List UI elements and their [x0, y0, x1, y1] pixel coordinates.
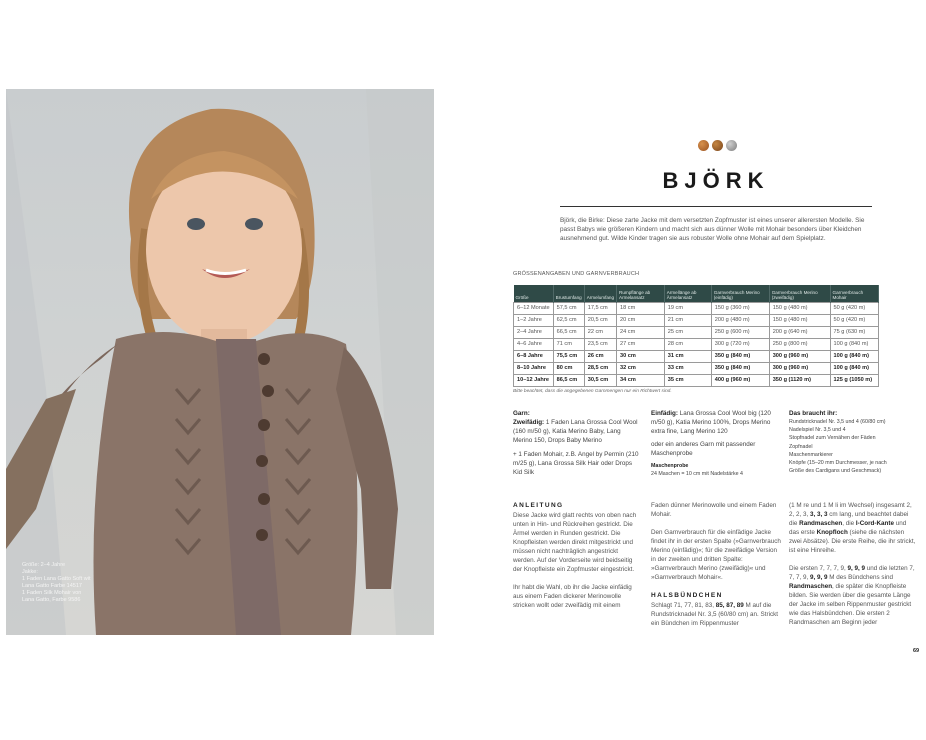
pattern-title: BJÖRK	[662, 168, 770, 193]
tool-item: Größe des Cardigans und Geschmack)	[789, 468, 882, 475]
table-cell: 33 cm	[664, 362, 711, 374]
halsbuendchen-heading: HALSBÜNDCHEN	[651, 592, 723, 599]
table-cell: 30,5 cm	[584, 374, 616, 386]
table-cell: 28,5 cm	[584, 362, 616, 374]
instructions-col-1	[513, 501, 641, 619]
table-title: GRÖSSENANGABEN UND GARNVERBRAUCH	[513, 271, 640, 277]
table-cell: 100 g (840 m)	[830, 338, 878, 350]
table-cell: 250 g (600 m)	[711, 326, 769, 338]
text-run-bold: 3, 3, 3	[810, 511, 828, 518]
text-run-bold: 85, 87, 89	[715, 602, 744, 609]
table-cell: 62,5 cm	[553, 314, 584, 326]
table-header-cell: Garnverbrauch Mohair	[830, 285, 878, 302]
size-table	[513, 285, 879, 387]
tool-item: Nadelspiel Nr. 3,5 und 4	[789, 427, 846, 434]
table-cell: 20 cm	[617, 314, 665, 326]
table-cell: 150 g (360 m)	[711, 302, 769, 314]
table-cell: 75,5 cm	[553, 350, 584, 362]
tool-item: Zopfnadel	[789, 443, 813, 450]
table-cell: 10–12 Jahre	[514, 374, 554, 386]
caption-line: Größe: 2–4 Jahre	[22, 562, 66, 568]
text-run: M des Bündchens sind	[827, 574, 893, 581]
table-cell: 8–10 Jahre	[514, 362, 554, 374]
table-cell: 100 g (840 m)	[830, 362, 878, 374]
table-header-cell: Brustumfang	[553, 285, 584, 302]
table-cell: 19 cm	[664, 302, 711, 314]
table-cell: 28 cm	[664, 338, 711, 350]
instructions-paragraph	[789, 501, 917, 555]
text-run-bold: I-Cord-Kante	[855, 520, 894, 527]
text-run: , die später die Knopfleiste bilden. Sie werden über die gesamte Länge der Jacke im selben Rippenmuster gestrickt wie das Halsbündchen. Die ersten 2 Randmaschen am Beginn jeder	[789, 583, 912, 626]
table-cell: 25 cm	[664, 326, 711, 338]
text-run: Schlagt 71, 77, 81, 83,	[651, 602, 716, 609]
table-cell: 300 g (960 m)	[769, 350, 830, 362]
tool-item: Maschenmarkierer	[789, 451, 833, 458]
table-cell: 66,5 cm	[553, 326, 584, 338]
text-run: M auf die Rundstricknadel Nr. 3,5 (60/80 cm) an. Strickt ein Bündchen im Rippenmuster	[651, 602, 779, 627]
table-cell: 400 g (960 m)	[711, 374, 769, 386]
table-cell: 35 cm	[664, 374, 711, 386]
table-cell: 200 g (640 m)	[769, 326, 830, 338]
table-cell: 24 cm	[617, 326, 665, 338]
yarn-difficulty-icons	[698, 140, 737, 151]
yarn-ball-icon	[698, 140, 709, 151]
table-cell: 22 cm	[584, 326, 616, 338]
table-cell: 80 cm	[553, 362, 584, 374]
table-cell: 150 g (480 m)	[769, 302, 830, 314]
tool-item: Stopfnadel zum Vernähen der Fäden	[789, 435, 876, 442]
text-run: cm lang, und beachtet dabei die	[789, 511, 909, 527]
maschenprobe-label: Maschenprobe	[651, 463, 689, 469]
text-run: und die letzten 7, 7, 7, 9,	[789, 565, 915, 581]
table-cell: 34 cm	[617, 374, 665, 386]
table-cell: 50 g (420 m)	[830, 302, 878, 314]
page-number: 69	[913, 648, 920, 654]
table-cell: 100 g (840 m)	[830, 350, 878, 362]
text-run-bold: 9, 9, 9	[810, 574, 828, 581]
table-cell: 350 g (840 m)	[711, 350, 769, 362]
table-cell: 75 g (630 m)	[830, 326, 878, 338]
instructions-col-3	[789, 501, 917, 636]
table-row	[514, 338, 879, 350]
title-divider	[560, 206, 872, 207]
anleitung-heading: ANLEITUNG	[513, 502, 564, 509]
tool-item: Rundstricknadel Nr. 3,5 und 4 (60/80 cm)	[789, 419, 886, 425]
table-header-cell: Größe	[514, 285, 554, 302]
zweifaedig-text: 1 Faden Lana Grossa Cool Wool (160 m/50 g), Katia Merino Baby, Lang Merino 150, Drops Baby Merino	[513, 419, 638, 444]
table-cell: 6–12 Monate	[514, 302, 554, 314]
tool-item: Knöpfe (15–20 mm Durchmesser, je nach	[789, 460, 887, 467]
table-cell: 6–8 Jahre	[514, 350, 554, 362]
text-run-bold: Randmaschen	[799, 520, 843, 527]
instructions-paragraph	[789, 564, 917, 627]
table-row	[514, 362, 879, 374]
mohair-text: + 1 Faden Mohair, z.B. Angel by Permin (210 m/25 g), Lana Grossa Silk Hair oder Drops Kid Silk	[513, 451, 639, 476]
intro-text: Björk, die Birke: Diese zarte Jacke mit dem versetzten Zopfmuster ist eines unserer allerersten Modelle. Sie passt Babys wie größeren Kindern und macht sich aus dünner Wolle mit Mohair besonders über Kleidchen ausnehmend gut. Wilde Kinder tragen sie aus robuster Wolle ohne Mohair auf dem Spielplatz.	[560, 217, 865, 242]
table-cell: 23,5 cm	[584, 338, 616, 350]
anleitung-paragraph: Diese Jacke wird glatt rechts von oben nach unten in Hin- und Rückreihen gestrickt. Die Ärmel werden in Runden gestrickt. Die Knopfleisten werden direkt mitgestrickt und müssen nicht nachträglich angestrickt werden. Auf der Vorderseite wird beidseitig der Knopfleiste ein Zopfmuster eingestrickt.	[513, 512, 637, 573]
table-cell: 57,5 cm	[553, 302, 584, 314]
text-run: Die ersten 7, 7, 7, 9,	[789, 565, 848, 572]
photo-illustration	[6, 89, 434, 635]
instructions-paragraph: Den Garnverbrauch für die einfädige Jacke findet ihr in der ersten Spalte (»Garnverbrauch Merino (einfädig)«; für die zweifädige Version in der zweiten und dritten Spalte: »Garnverbrauch Merino (zweifädig)« und »Garnverbrauch Mohair«.	[651, 529, 781, 581]
maschenprobe-text: 24 Maschen = 10 cm mit Nadelstärke 4	[651, 471, 744, 478]
text-run: (1 M re und 1 M li im Wechsel) insgesamt 2, 2, 2, 3,	[789, 502, 912, 518]
photo-caption	[22, 562, 112, 604]
table-header-cell: Armellänge ab Ärmelansatz	[664, 285, 711, 302]
table-cell: 32 cm	[617, 362, 665, 374]
table-cell: 1–2 Jahre	[514, 314, 554, 326]
text-run: , die	[842, 520, 856, 527]
zweifaedig-label: Zweifädig:	[513, 419, 545, 426]
table-cell: 300 g (960 m)	[769, 362, 830, 374]
table-header-cell: Garnverbrauch Merino (zweifädig)	[769, 285, 830, 302]
oder-text: oder ein anderes Garn mit passender Maschenprobe	[651, 441, 756, 457]
table-cell: 2–4 Jahre	[514, 326, 554, 338]
table-cell: 31 cm	[664, 350, 711, 362]
table-cell: 30 cm	[617, 350, 665, 362]
table-cell: 86,5 cm	[553, 374, 584, 386]
halsbuendchen-paragraph	[651, 601, 781, 628]
table-cell: 4–6 Jahre	[514, 338, 554, 350]
table-row	[514, 314, 879, 326]
table-note: Bitte beachtet, dass die angegebenen Garnmengen nur ein Richtwert sind.	[513, 389, 672, 394]
table-header-row	[514, 285, 879, 302]
table-cell: 17,5 cm	[584, 302, 616, 314]
table-cell: 200 g (480 m)	[711, 314, 769, 326]
table-cell: 250 g (800 m)	[769, 338, 830, 350]
anleitung-paragraph: Ihr habt die Wahl, ob ihr die Jacke einfädig aus einem Faden dickerer Merinowolle stricken wollt oder zweifädig mit einem	[513, 584, 632, 609]
table-header-cell: Armelumfang	[584, 285, 616, 302]
einfaedig-label: Einfädig:	[651, 410, 678, 417]
table-row	[514, 326, 879, 338]
materials-einfaedig	[651, 409, 779, 478]
table-cell: 300 g (720 m)	[711, 338, 769, 350]
table-row	[514, 374, 879, 386]
table-row	[514, 350, 879, 362]
table-cell: 125 g (1050 m)	[830, 374, 878, 386]
instructions-col-2	[651, 501, 781, 637]
table-cell: 21 cm	[664, 314, 711, 326]
text-run-bold: Randmaschen	[789, 583, 833, 590]
instructions-paragraph: Faden dünner Merinowolle und einem Faden Mohair.	[651, 502, 777, 518]
caption-line: Lana Gatto, Farbe 9586	[22, 597, 81, 603]
text-run: (siehe die nächsten zwei Absätze). Die erste Reihe, die ihr strickt, ist eine Hinreihe.	[789, 529, 916, 554]
table-cell: 26 cm	[584, 350, 616, 362]
einfaedig-text: Lana Grossa Cool Wool big (120 m/50 g), Katia Merino 100%, Drops Merino extra fine, Lang Merino 120	[651, 410, 771, 435]
table-cell: 150 g (480 m)	[769, 314, 830, 326]
child-cardigan-photo	[6, 89, 434, 635]
yarn-ball-icon	[726, 140, 737, 151]
brauch-label: Das braucht ihr:	[789, 410, 838, 417]
table-header-cell: Rumpflänge ab Armelansatz	[617, 285, 665, 302]
caption-line: 1 Faden Silk Mohair von	[22, 590, 82, 596]
yarn-ball-icon	[712, 140, 723, 151]
table-cell: 50 g (420 m)	[830, 314, 878, 326]
caption-line: Lana Gatto Farbe 14517	[22, 583, 82, 589]
caption-line: 1 Faden Lana Gatto Soft wit	[22, 576, 91, 582]
table-cell: 71 cm	[553, 338, 584, 350]
table-cell: 350 g (840 m)	[711, 362, 769, 374]
table-row	[514, 302, 879, 314]
garn-label: Garn:	[513, 410, 530, 417]
table-cell: 18 cm	[617, 302, 665, 314]
caption-line: Jakke:	[22, 569, 38, 575]
table-cell: 350 g (1120 m)	[769, 374, 830, 386]
table-cell: 20,5 cm	[584, 314, 616, 326]
text-run: und das erste	[789, 520, 907, 536]
table-cell: 27 cm	[617, 338, 665, 350]
table-header-cell: Garnverbrauch Merino (einfädig)	[711, 285, 769, 302]
materials-tools	[789, 409, 919, 475]
text-run-bold: 9, 9, 9	[847, 565, 865, 572]
text-run-bold: Knopfloch	[816, 529, 848, 536]
materials-garn	[513, 409, 641, 477]
